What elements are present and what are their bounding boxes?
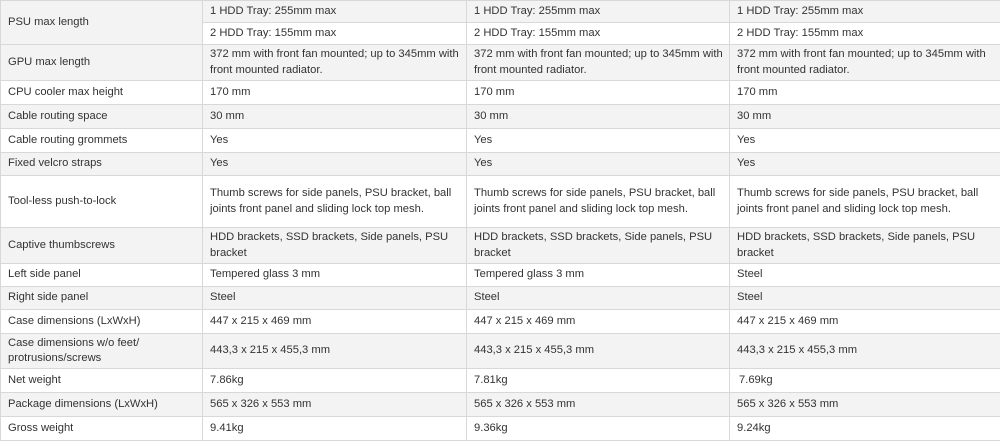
spec-cell: 170 mm [203,81,467,105]
spec-label: Right side panel [1,287,203,310]
spec-cell: 447 x 215 x 469 mm [467,310,730,334]
spec-label: GPU max length [1,45,203,81]
spec-cell: Steel [203,287,467,310]
spec-cell: 9.41kg [203,417,467,441]
spec-row [1,287,1000,310]
spec-row [1,369,1000,393]
spec-row [1,129,1000,153]
spec-row [1,228,1000,264]
spec-cell: 1 HDD Tray: 255mm max [203,1,467,23]
spec-label: Tool-less push-to-lock [1,176,203,228]
spec-row [1,176,1000,228]
spec-cell: 170 mm [467,81,730,105]
spec-cell: Steel [730,287,1000,310]
spec-cell: 372 mm with front fan mounted; up to 345mm with front mounted radiator. [467,45,730,81]
spec-row [1,334,1000,369]
spec-cell: Yes [730,129,1000,153]
spec-cell: Steel [730,264,1000,287]
spec-cell: 30 mm [467,105,730,129]
spec-label: Fixed velcro straps [1,153,203,176]
spec-cell: 2 HDD Tray: 155mm max [730,23,1000,45]
spec-cell: 7.69kg [730,369,1000,393]
spec-label: Left side panel [1,264,203,287]
spec-cell: 443,3 x 215 x 455,3 mm [203,334,467,369]
spec-cell: 447 x 215 x 469 mm [203,310,467,334]
spec-cell: Yes [467,153,730,176]
spec-row-psu-length-1 [1,1,1000,23]
spec-cell: Yes [203,153,467,176]
spec-cell: 1 HDD Tray: 255mm max [467,1,730,23]
spec-label: Net weight [1,369,203,393]
spec-cell: 443,3 x 215 x 455,3 mm [730,334,1000,369]
spec-label: Case dimensions (LxWxH) [1,310,203,334]
spec-cell: 372 mm with front fan mounted; up to 345mm with front mounted radiator. [730,45,1000,81]
spec-cell: 565 x 326 x 553 mm [467,393,730,417]
spec-row [1,105,1000,129]
spec-row [1,153,1000,176]
spec-cell: Thumb screws for side panels, PSU bracket, ball joints front panel and sliding lock top mesh. [467,176,730,228]
spec-label: Case dimensions w/o feet/ protrusions/screws [1,334,203,369]
spec-label: Captive thumbscrews [1,228,203,264]
spec-cell: 1 HDD Tray: 255mm max [730,1,1000,23]
spec-row [1,417,1000,441]
spec-label: Cable routing space [1,105,203,129]
spec-cell: 565 x 326 x 553 mm [203,393,467,417]
spec-cell: HDD brackets, SSD brackets, Side panels, PSU bracket [203,228,467,264]
spec-cell: 30 mm [203,105,467,129]
spec-cell: Thumb screws for side panels, PSU bracket, ball joints front panel and sliding lock top mesh. [730,176,1000,228]
spec-cell: 443,3 x 215 x 455,3 mm [467,334,730,369]
spec-row [1,393,1000,417]
spec-label: PSU max length [1,1,203,45]
spec-cell: 372 mm with front fan mounted; up to 345mm with front mounted radiator. [203,45,467,81]
spec-cell: Yes [467,129,730,153]
spec-cell: 7.86kg [203,369,467,393]
spec-cell: 7.81kg [467,369,730,393]
spec-cell: 2 HDD Tray: 155mm max [467,23,730,45]
spec-row [1,81,1000,105]
spec-label: Cable routing grommets [1,129,203,153]
spec-cell: Steel [467,287,730,310]
spec-cell: 2 HDD Tray: 155mm max [203,23,467,45]
spec-row [1,45,1000,81]
spec-cell: HDD brackets, SSD brackets, Side panels, PSU bracket [467,228,730,264]
spec-label: Package dimensions (LxWxH) [1,393,203,417]
spec-cell: Tempered glass 3 mm [203,264,467,287]
spec-cell: Yes [730,153,1000,176]
spec-cell: Tempered glass 3 mm [467,264,730,287]
spec-cell: 30 mm [730,105,1000,129]
spec-label: CPU cooler max height [1,81,203,105]
spec-cell: Thumb screws for side panels, PSU bracket, ball joints front panel and sliding lock top mesh. [203,176,467,228]
spec-cell: 447 x 215 x 469 mm [730,310,1000,334]
spec-cell: 170 mm [730,81,1000,105]
spec-cell: 9.36kg [467,417,730,441]
spec-row [1,264,1000,287]
spec-cell: 565 x 326 x 553 mm [730,393,1000,417]
spec-cell: HDD brackets, SSD brackets, Side panels, PSU bracket [730,228,1000,264]
spec-cell: 9.24kg [730,417,1000,441]
spec-label: Gross weight [1,417,203,441]
spec-row [1,310,1000,334]
spec-cell: Yes [203,129,467,153]
